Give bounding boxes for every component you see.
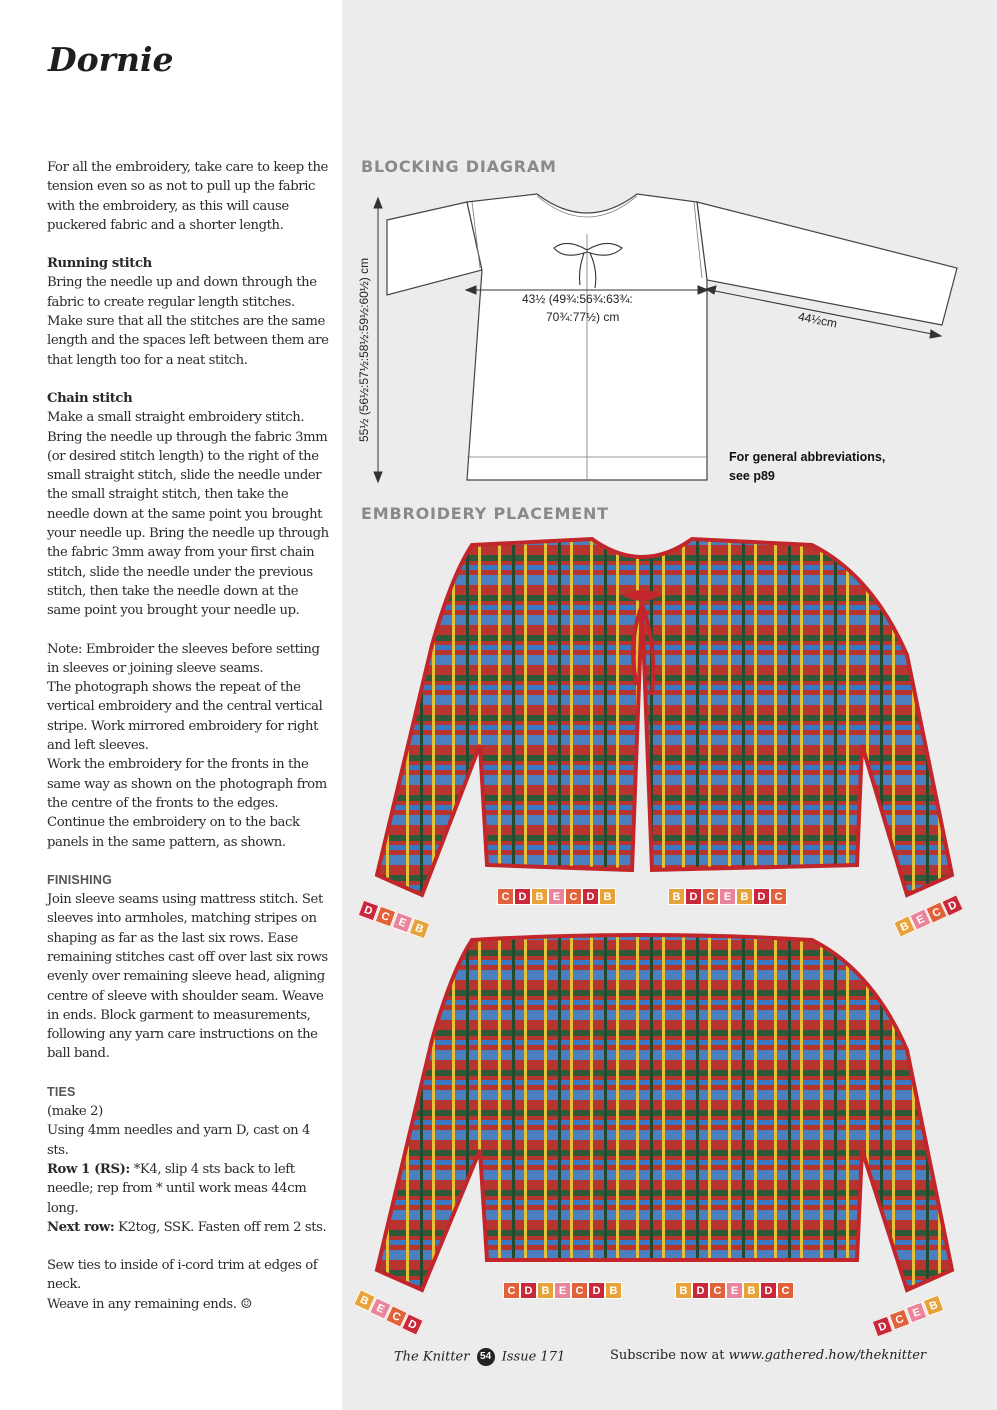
chain-stitch-heading: Chain stitch <box>47 390 133 406</box>
issue-number: Issue 171 <box>501 1349 566 1365</box>
note-sleeves: Note: Embroider the sleeves before setting in sleeves or joining sleeve seams. <box>47 641 320 676</box>
tag-back_center_tags-3: E <box>554 1282 571 1299</box>
pattern-title: Dornie <box>48 40 174 79</box>
tag-back_right_sleeve_tags-2: E <box>906 1302 928 1324</box>
tag-front_right_tags-5: D <box>753 888 770 905</box>
tag-back_left_sleeve_tags-0: B <box>353 1289 376 1312</box>
right-sleeve-outline <box>697 202 957 325</box>
tag-back_right_tags-1: D <box>692 1282 709 1299</box>
tag-front_center_tags-4: C <box>565 888 582 905</box>
sleeve-measurement: 44½cm <box>797 309 839 331</box>
nextrow-label: Next row: <box>47 1219 115 1235</box>
tag-back_right_sleeve_tags-0: D <box>872 1316 894 1338</box>
tag-front_right_tags-0: B <box>668 888 685 905</box>
tag-back_center_tags-1: D <box>520 1282 537 1299</box>
chest-measurement-line2: 70¾:77½) cm <box>546 310 620 324</box>
embroidery-placement-heading: EMBROIDERY PLACEMENT <box>361 504 609 523</box>
tag-front_right_tags-4: B <box>736 888 753 905</box>
ties-text: Using 4mm needles and yarn D, cast on 4 sts. <box>47 1123 311 1158</box>
tag-back_center_tags-5: D <box>588 1282 605 1299</box>
tag-left_sleeve_tags-0: D <box>358 900 380 922</box>
row1-label: Row 1 (RS): <box>47 1161 130 1177</box>
ties-row1 <box>47 1160 329 1218</box>
tag-back_center_tags-4: C <box>571 1282 588 1299</box>
tag-back_left_sleeve_tags-3: D <box>401 1313 424 1336</box>
chain-stitch-text: Make a small straight embroidery stitch. Bring the needle up through the fabric 3mm (or desired stitch length) to the right of the small straight stitch, slide the needle under the small straight stitch, then take the needle down at the same point you brought your needle up. Bring the needle up through the fabric 3mm away from your first chain stitch, slide the needle under the previous stitch, then take the needle down at the same point you brought your needle up. <box>47 410 329 619</box>
tag-back_right_tags-0: B <box>675 1282 692 1299</box>
sew-ties-text: Sew ties to inside of i-cord trim at edges of neck. <box>47 1258 318 1293</box>
tag-front_center_tags-0: C <box>497 888 514 905</box>
chest-measurement-line1: 43½ (49¾:56¾:63¾: <box>522 292 633 306</box>
abbreviations-note: For general abbreviations, see p89 <box>729 450 886 483</box>
tag-right_sleeve_tags-0: B <box>893 915 916 938</box>
blocking-diagram-heading: BLOCKING DIAGRAM <box>361 157 557 176</box>
tag-left_sleeve_tags-1: C <box>375 906 397 928</box>
tag-back_right_tags-5: D <box>760 1282 777 1299</box>
length-arrow <box>374 198 382 482</box>
ties-nextrow <box>47 1218 329 1237</box>
footer-subscribe <box>610 1348 926 1363</box>
running-stitch-text: Bring the needle up and down through the fabric to create regular length stitches. Make sure that all the stitches are the same length and the spaces left between them are that length too for a neat stitch. <box>47 275 329 368</box>
tag-front_right_tags-2: C <box>702 888 719 905</box>
tag-right_sleeve_tags-3: D <box>941 894 964 917</box>
tag-front_right_tags-6: C <box>770 888 787 905</box>
tag-front_center_tags-2: B <box>531 888 548 905</box>
tag-back_right_tags-3: E <box>726 1282 743 1299</box>
tag-back_center_tags-6: B <box>605 1282 622 1299</box>
tag-back_left_sleeve_tags-1: E <box>369 1297 392 1320</box>
tag-back_right_tags-6: C <box>777 1282 794 1299</box>
weave-ends-text: Weave in any remaining ends. ☺ <box>47 1296 252 1312</box>
finishing-text: Join sleeve seams using mattress stitch. Set sleeves into armholes, matching stripes on shaping as far as the last six rows. Ease remaining stitches cast off over last six rows evenly over remaining sleeve head, aligning centre of sleeve with shoulder seam. Weave in ends. Block garment to measurements, following any yarn care instructions on the ball band. <box>47 892 328 1062</box>
note-fronts: Work the embroidery for the fronts in the same way as shown on the photograph from the centre of the fronts to the edges. Continue the embroidery on to the back panels in the same pattern, as shown. <box>47 757 327 850</box>
intro-paragraph: For all the embroidery, take care to keep the tension even so as not to pull up the fabric with the embroidery, as this will cause puckered fabric and a shorter length. <box>47 160 328 233</box>
left-sleeve-outline <box>387 202 482 295</box>
tag-front_center_tags-1: D <box>514 888 531 905</box>
tag-left_sleeve_tags-3: B <box>409 918 431 940</box>
tag-front_center_tags-5: D <box>582 888 599 905</box>
tag-right_sleeve_tags-2: C <box>925 901 948 924</box>
ties-heading: TIES <box>47 1084 76 1099</box>
running-stitch-heading: Running stitch <box>47 256 152 272</box>
footer-magazine <box>394 1348 565 1366</box>
tag-right_sleeve_tags-1: E <box>909 908 932 931</box>
tag-back_right_sleeve_tags-3: B <box>923 1295 945 1317</box>
tag-back_right_sleeve_tags-1: C <box>889 1309 911 1331</box>
cardigan-back-photo <box>352 930 984 1340</box>
tag-back_left_sleeve_tags-2: C <box>385 1305 408 1328</box>
tag-front_right_tags-1: D <box>685 888 702 905</box>
subscribe-text: Subscribe now at <box>610 1348 729 1363</box>
tag-back_right_tags-4: B <box>743 1282 760 1299</box>
cardigan-front-photo <box>352 535 984 945</box>
magazine-name: The Knitter <box>394 1349 470 1365</box>
tag-back_center_tags-2: B <box>537 1282 554 1299</box>
note-photograph: The photograph shows the repeat of the vertical embroidery and the central vertical stripe. Work mirrored embroidery for right and left sleeves. <box>47 680 323 754</box>
row1-text: *K4, slip 4 sts back to left needle; rep from * until work meas 44cm long. <box>47 1161 307 1216</box>
tag-front_center_tags-6: B <box>599 888 616 905</box>
blocking-diagram <box>342 180 997 490</box>
ties-make: (make 2) <box>47 1104 103 1120</box>
tag-front_right_tags-3: E <box>719 888 736 905</box>
subscribe-url[interactable]: www.gathered.how/theknitter <box>728 1348 927 1363</box>
tag-left_sleeve_tags-2: E <box>392 912 414 934</box>
finishing-heading: FINISHING <box>47 872 112 887</box>
nextrow-text: K2tog, SSK. Fasten off rem 2 sts. <box>114 1219 327 1235</box>
instructions-text <box>47 158 329 1314</box>
tag-front_center_tags-3: E <box>548 888 565 905</box>
tag-back_right_tags-2: C <box>709 1282 726 1299</box>
tag-back_center_tags-0: C <box>503 1282 520 1299</box>
length-measurement: 55½ (56½:57½:58½:59½:60½) cm <box>357 257 371 442</box>
page-number: 54 <box>477 1348 495 1366</box>
